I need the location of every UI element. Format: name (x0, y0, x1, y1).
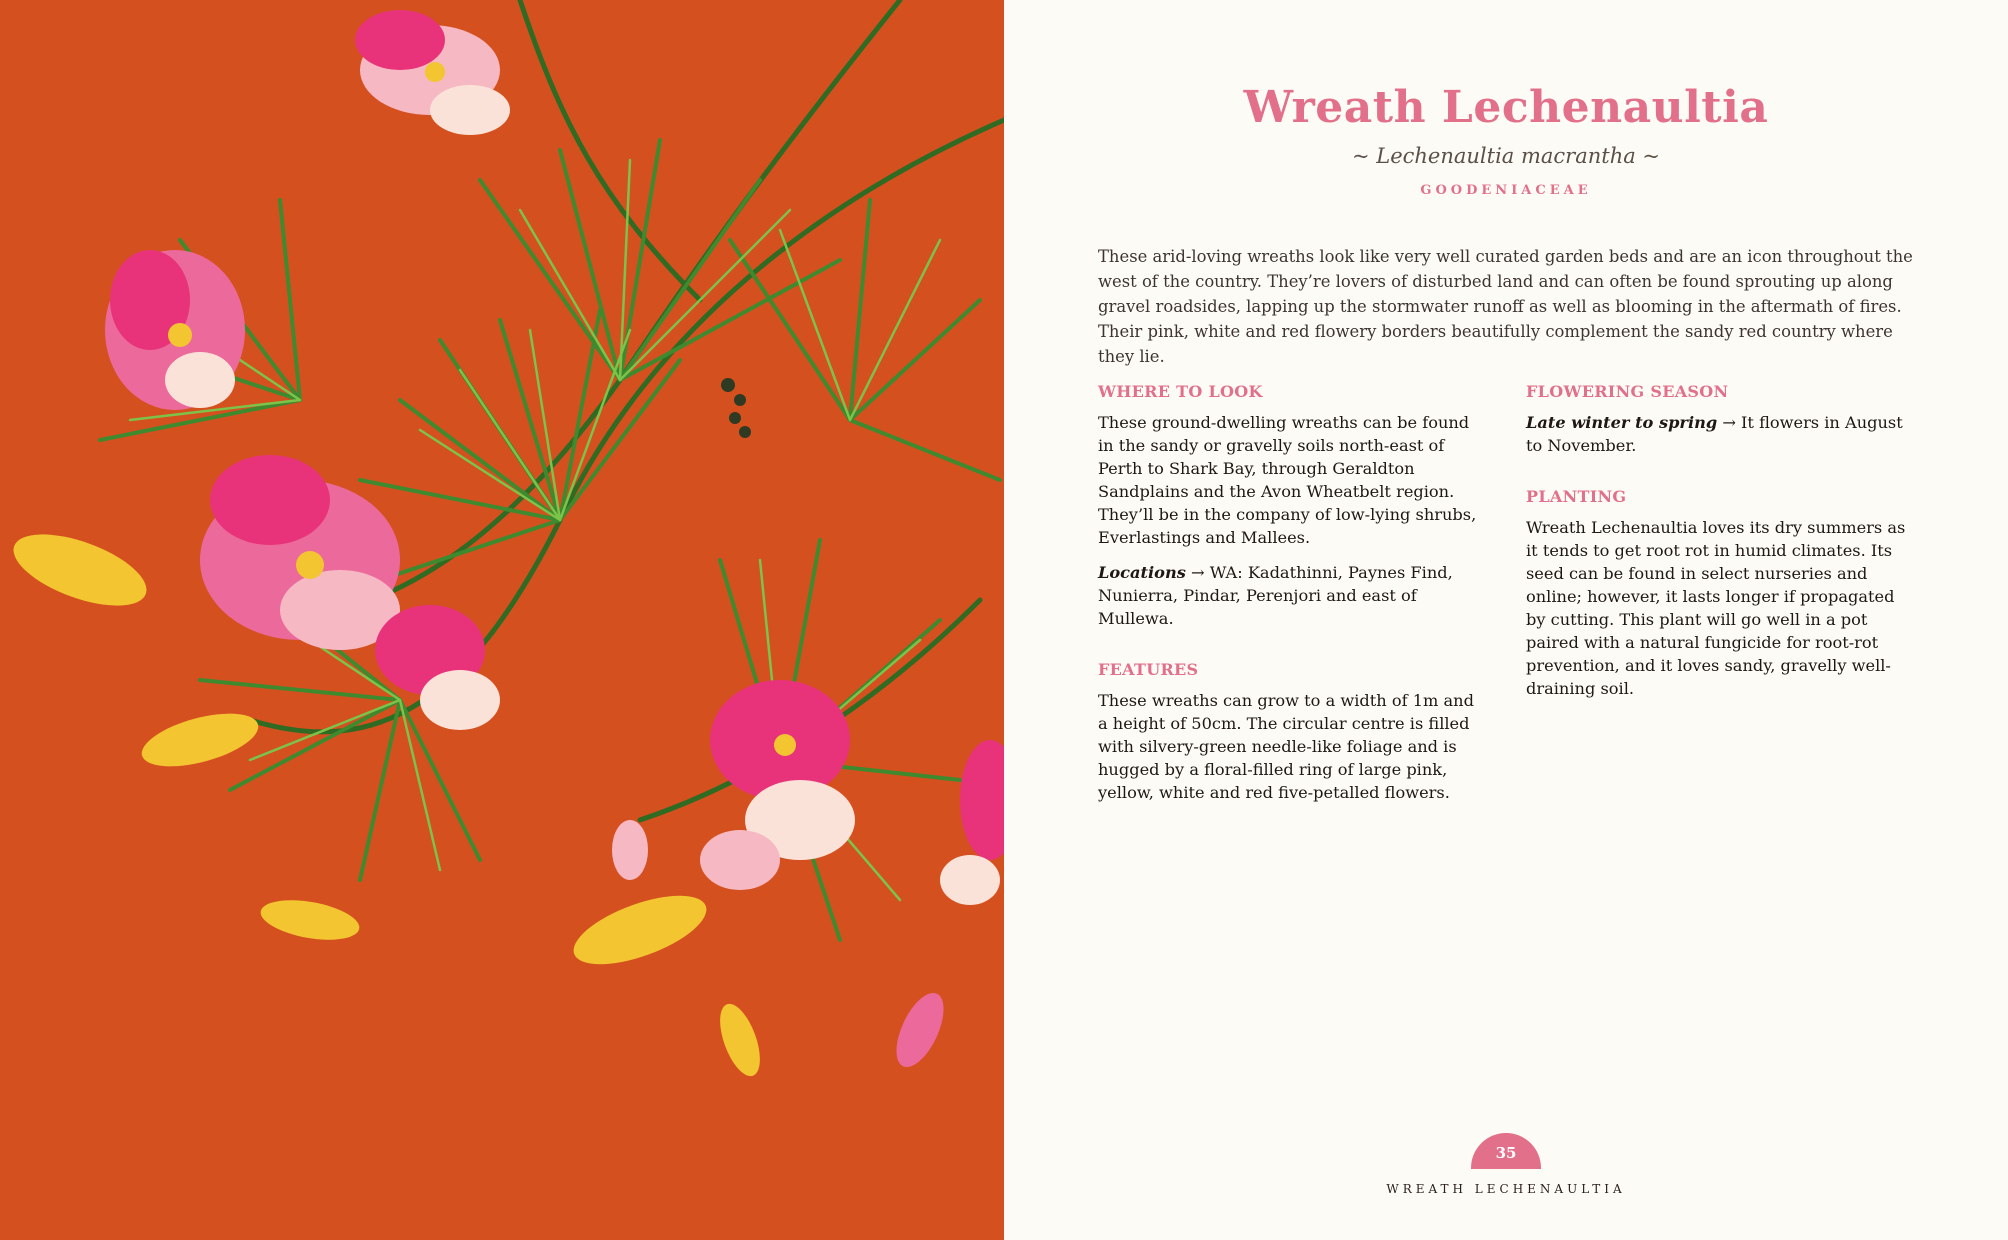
flowering-season-body (1526, 411, 1911, 457)
locations-text: → WA: Kadathinni, Paynes Find, Nunierra, Pindar, Perenjori and east of Mullewa. (1098, 563, 1453, 628)
flowering-season-lead: Late winter to spring (1526, 413, 1718, 432)
intro-paragraph: These arid-loving wreaths look like very well curated garden beds and are an icon throughout the west of the country. They’re lovers of disturbed land and can often be found sprouting up along gravel roadsides, lapping up the stormwater runoff as well as blooming in the aftermath of fires. Their pink, white and red flowery borders beautifully complement the sandy red country where they lie. (1098, 247, 1913, 366)
scientific-name: ~ Lechenaultia macrantha ~ (1351, 144, 1661, 168)
section-where-to-look (1098, 382, 1483, 630)
left-column (1098, 382, 1483, 834)
section-flowering-season (1526, 382, 1911, 457)
page-number-badge: 35 (1471, 1133, 1541, 1169)
section-features (1098, 660, 1483, 804)
right-column (1526, 382, 1911, 730)
page-title: Wreath Lechenaultia (1243, 82, 1769, 133)
locations-line (1098, 561, 1483, 630)
flower-right-edge (940, 740, 1004, 905)
running-footer: WREATH LECHENAULTIA (1386, 1182, 1626, 1196)
flower-cluster-top (355, 10, 510, 135)
planting-body: Wreath Lechenaultia loves its dry summers as it tends to get root rot in humid climates. Its seed can be found in select nurseries and online; however, it lasts longer if propagated by cutting. This plant will go well in a pot paired with a natural fungicide for root-rot prevention, and it loves sandy, gravelly well-draining soil. (1526, 518, 1906, 698)
flower-buds (612, 820, 953, 1081)
features-heading: FEATURES (1098, 660, 1199, 679)
flower-left-cluster (200, 455, 500, 730)
flower-left-top (105, 250, 245, 410)
flowering-season-text: → It flowers in August to November. (1526, 413, 1903, 455)
text-page (1004, 0, 2008, 1240)
plant-family: GOODENIACEAE (1420, 183, 1592, 198)
where-to-look-heading: WHERE TO LOOK (1098, 382, 1263, 401)
where-to-look-body: These ground-dwelling wreaths can be found in the sandy or gravelly soils north-east of Perth to Shark Bay, through Geraldton Sandplains and the Avon Wheatbelt region. They’ll be in the company of low-lying shrubs, Everlastings and Mallees. (1098, 413, 1477, 547)
planting-heading: PLANTING (1526, 487, 1627, 506)
features-body: These wreaths can grow to a width of 1m and a height of 50cm. The circular centre is filled with silvery-green needle-like foliage and is hugged by a floral-filled ring of large pink, yellow, white and red five-petalled flowers. (1098, 691, 1474, 802)
flowering-season-heading: FLOWERING SEASON (1526, 382, 1729, 401)
section-planting (1526, 487, 1911, 700)
locations-label: Locations (1098, 563, 1186, 582)
